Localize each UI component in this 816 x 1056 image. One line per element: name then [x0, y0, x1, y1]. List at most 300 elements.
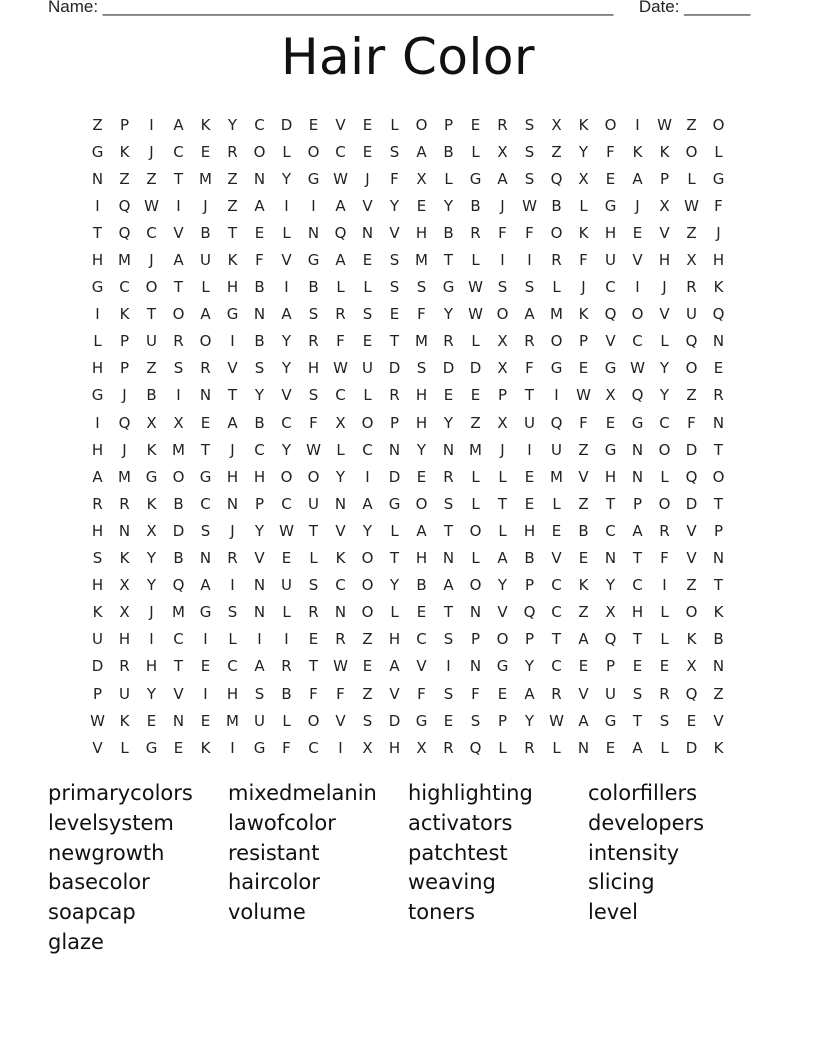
grid-letter[interactable]: G: [91, 142, 104, 161]
grid-letter[interactable]: W: [468, 278, 483, 297]
grid-letter[interactable]: S: [308, 386, 319, 405]
grid-letter[interactable]: Y: [497, 576, 508, 595]
grid-letter[interactable]: W: [684, 196, 699, 215]
grid-letter[interactable]: R: [227, 142, 238, 161]
grid-letter[interactable]: I: [257, 630, 262, 649]
grid-letter[interactable]: E: [470, 115, 481, 134]
grid-letter[interactable]: E: [578, 549, 589, 568]
grid-letter[interactable]: H: [91, 576, 104, 595]
grid-letter[interactable]: L: [498, 738, 507, 757]
grid-letter[interactable]: V: [497, 603, 508, 622]
grid-letter[interactable]: E: [443, 386, 454, 405]
grid-letter[interactable]: P: [524, 576, 535, 595]
grid-letter[interactable]: L: [120, 738, 129, 757]
date-field[interactable]: Date: _______: [638, 0, 751, 16]
grid-letter[interactable]: O: [172, 467, 185, 486]
grid-letter[interactable]: R: [389, 386, 400, 405]
grid-letter[interactable]: E: [416, 603, 427, 622]
grid-letter[interactable]: I: [203, 684, 208, 703]
grid-letter[interactable]: Q: [118, 223, 131, 242]
grid-letter[interactable]: H: [226, 467, 239, 486]
grid-letter[interactable]: B: [416, 576, 427, 595]
grid-letter[interactable]: S: [524, 169, 535, 188]
grid-letter[interactable]: E: [686, 711, 697, 730]
grid-letter[interactable]: K: [686, 630, 697, 649]
grid-letter[interactable]: E: [605, 738, 616, 757]
grid-letter[interactable]: J: [635, 196, 640, 215]
grid-letter[interactable]: I: [527, 440, 532, 459]
grid-letter[interactable]: B: [173, 549, 184, 568]
grid-letter[interactable]: L: [471, 251, 480, 270]
grid-letter[interactable]: C: [146, 223, 157, 242]
grid-letter[interactable]: F: [309, 413, 318, 432]
grid-letter[interactable]: H: [388, 630, 401, 649]
grid-letter[interactable]: F: [525, 359, 534, 378]
grid-letter[interactable]: L: [498, 521, 507, 540]
grid-letter[interactable]: E: [524, 494, 535, 513]
grid-letter[interactable]: Y: [659, 359, 670, 378]
grid-letter[interactable]: H: [226, 278, 239, 297]
grid-letter[interactable]: W: [576, 386, 591, 405]
grid-letter[interactable]: F: [336, 332, 345, 351]
grid-letter[interactable]: V: [659, 223, 670, 242]
grid-letter[interactable]: A: [632, 521, 643, 540]
grid-letter[interactable]: S: [470, 711, 481, 730]
grid-letter[interactable]: R: [119, 657, 130, 676]
grid-letter[interactable]: H: [604, 223, 617, 242]
grid-letter[interactable]: R: [524, 332, 535, 351]
grid-letter[interactable]: N: [577, 738, 590, 757]
grid-letter[interactable]: E: [254, 223, 265, 242]
grid-letter[interactable]: Y: [254, 386, 265, 405]
grid-letter[interactable]: G: [145, 467, 158, 486]
grid-letter[interactable]: A: [254, 657, 265, 676]
grid-letter[interactable]: C: [119, 278, 130, 297]
grid-letter[interactable]: Z: [362, 630, 373, 649]
grid-letter[interactable]: Q: [631, 386, 644, 405]
grid-letter[interactable]: X: [686, 657, 697, 676]
grid-letter[interactable]: A: [632, 738, 643, 757]
grid-letter[interactable]: O: [685, 603, 698, 622]
grid-letter[interactable]: R: [335, 305, 346, 324]
grid-letter[interactable]: Z: [146, 169, 157, 188]
grid-letter[interactable]: D: [442, 359, 455, 378]
grid-letter[interactable]: C: [551, 576, 562, 595]
grid-letter[interactable]: H: [415, 413, 428, 432]
grid-letter[interactable]: W: [306, 440, 321, 459]
grid-letter[interactable]: M: [118, 251, 131, 270]
grid-letter[interactable]: T: [443, 521, 454, 540]
grid-letter[interactable]: L: [390, 603, 399, 622]
grid-letter[interactable]: L: [498, 467, 507, 486]
grid-letter[interactable]: M: [118, 467, 131, 486]
grid-letter[interactable]: L: [282, 711, 291, 730]
grid-letter[interactable]: T: [713, 440, 724, 459]
grid-letter[interactable]: E: [578, 657, 589, 676]
grid-letter[interactable]: S: [92, 549, 103, 568]
grid-letter[interactable]: L: [282, 142, 291, 161]
grid-letter[interactable]: Q: [685, 332, 698, 351]
grid-letter[interactable]: L: [282, 223, 291, 242]
grid-letter[interactable]: C: [200, 494, 211, 513]
grid-letter[interactable]: T: [173, 657, 184, 676]
grid-letter[interactable]: G: [604, 440, 617, 459]
grid-letter[interactable]: L: [660, 738, 669, 757]
grid-letter[interactable]: S: [308, 305, 319, 324]
grid-letter[interactable]: E: [605, 413, 616, 432]
grid-letter[interactable]: R: [524, 738, 535, 757]
grid-letter[interactable]: O: [658, 494, 671, 513]
grid-letter[interactable]: Q: [334, 223, 347, 242]
grid-letter[interactable]: Z: [92, 115, 103, 134]
grid-letter[interactable]: X: [119, 603, 130, 622]
grid-letter[interactable]: D: [685, 494, 698, 513]
grid-letter[interactable]: K: [146, 494, 157, 513]
grid-letter[interactable]: W: [333, 359, 348, 378]
grid-letter[interactable]: L: [687, 169, 696, 188]
grid-letter[interactable]: K: [713, 278, 724, 297]
grid-letter[interactable]: J: [230, 521, 235, 540]
grid-letter[interactable]: G: [415, 711, 428, 730]
grid-letter[interactable]: E: [200, 413, 211, 432]
grid-letter[interactable]: C: [551, 603, 562, 622]
grid-letter[interactable]: A: [173, 251, 184, 270]
grid-letter[interactable]: K: [119, 305, 130, 324]
grid-letter[interactable]: M: [172, 440, 185, 459]
grid-letter[interactable]: S: [524, 278, 535, 297]
grid-letter[interactable]: P: [443, 115, 454, 134]
grid-letter[interactable]: K: [119, 142, 130, 161]
grid-letter[interactable]: Y: [605, 576, 616, 595]
grid-letter[interactable]: K: [119, 711, 130, 730]
grid-letter[interactable]: E: [308, 115, 319, 134]
grid-letter[interactable]: Z: [470, 413, 481, 432]
grid-letter[interactable]: V: [578, 684, 589, 703]
grid-letter[interactable]: I: [635, 278, 640, 297]
grid-letter[interactable]: B: [146, 386, 157, 405]
grid-letter[interactable]: R: [281, 657, 292, 676]
grid-letter[interactable]: F: [579, 251, 588, 270]
grid-letter[interactable]: E: [416, 467, 427, 486]
grid-letter[interactable]: B: [470, 196, 481, 215]
grid-letter[interactable]: X: [416, 738, 427, 757]
grid-letter[interactable]: B: [254, 332, 265, 351]
grid-letter[interactable]: U: [200, 251, 211, 270]
grid-letter[interactable]: L: [201, 278, 210, 297]
grid-letter[interactable]: I: [446, 657, 451, 676]
grid-letter[interactable]: J: [662, 278, 667, 297]
grid-letter[interactable]: S: [173, 359, 184, 378]
grid-letter[interactable]: J: [149, 251, 154, 270]
grid-letter[interactable]: I: [176, 196, 181, 215]
grid-letter[interactable]: Y: [524, 711, 535, 730]
grid-letter[interactable]: I: [365, 467, 370, 486]
grid-letter[interactable]: N: [712, 413, 725, 432]
grid-letter[interactable]: V: [335, 115, 346, 134]
grid-letter[interactable]: P: [470, 630, 481, 649]
grid-letter[interactable]: N: [253, 576, 266, 595]
grid-letter[interactable]: F: [471, 684, 480, 703]
grid-letter[interactable]: T: [497, 494, 508, 513]
grid-letter[interactable]: L: [471, 494, 480, 513]
grid-letter[interactable]: E: [659, 657, 670, 676]
grid-letter[interactable]: K: [335, 549, 346, 568]
grid-letter[interactable]: J: [230, 440, 235, 459]
grid-letter[interactable]: P: [524, 630, 535, 649]
name-field[interactable]: Name: ______________________________________________________: [48, 0, 614, 16]
grid-letter[interactable]: K: [578, 115, 589, 134]
grid-letter[interactable]: C: [335, 386, 346, 405]
grid-letter[interactable]: X: [497, 359, 508, 378]
grid-letter[interactable]: A: [173, 115, 184, 134]
grid-letter[interactable]: B: [551, 196, 562, 215]
grid-letter[interactable]: R: [713, 386, 724, 405]
grid-letter[interactable]: H: [658, 251, 671, 270]
grid-letter[interactable]: E: [416, 196, 427, 215]
grid-letter[interactable]: Y: [146, 576, 157, 595]
grid-letter[interactable]: K: [632, 142, 643, 161]
grid-letter[interactable]: G: [604, 196, 617, 215]
grid-letter[interactable]: T: [92, 223, 103, 242]
grid-letter[interactable]: Z: [551, 142, 562, 161]
grid-letter[interactable]: N: [199, 386, 212, 405]
grid-letter[interactable]: V: [281, 386, 292, 405]
grid-letter[interactable]: W: [549, 711, 564, 730]
grid-letter[interactable]: C: [308, 738, 319, 757]
grid-letter[interactable]: P: [578, 332, 589, 351]
grid-letter[interactable]: K: [659, 142, 670, 161]
grid-letter[interactable]: O: [496, 630, 509, 649]
grid-letter[interactable]: N: [199, 549, 212, 568]
grid-letter[interactable]: A: [200, 576, 211, 595]
grid-letter[interactable]: H: [604, 467, 617, 486]
grid-letter[interactable]: T: [200, 440, 211, 459]
grid-letter[interactable]: T: [389, 549, 400, 568]
grid-letter[interactable]: E: [470, 386, 481, 405]
grid-letter[interactable]: I: [95, 413, 100, 432]
grid-letter[interactable]: W: [522, 196, 537, 215]
grid-letter[interactable]: G: [442, 278, 455, 297]
grid-letter[interactable]: K: [92, 603, 103, 622]
grid-letter[interactable]: L: [714, 142, 723, 161]
grid-letter[interactable]: O: [253, 142, 266, 161]
grid-letter[interactable]: T: [713, 576, 724, 595]
grid-letter[interactable]: O: [361, 549, 374, 568]
grid-letter[interactable]: H: [91, 440, 104, 459]
grid-letter[interactable]: P: [119, 332, 130, 351]
grid-letter[interactable]: X: [173, 413, 184, 432]
grid-letter[interactable]: T: [632, 630, 643, 649]
grid-letter[interactable]: O: [712, 467, 725, 486]
grid-letter[interactable]: S: [254, 359, 265, 378]
grid-letter[interactable]: Y: [281, 169, 292, 188]
grid-letter[interactable]: G: [604, 711, 617, 730]
grid-letter[interactable]: H: [415, 386, 428, 405]
grid-letter[interactable]: Q: [604, 305, 617, 324]
grid-letter[interactable]: P: [254, 494, 265, 513]
grid-letter[interactable]: V: [335, 521, 346, 540]
grid-letter[interactable]: I: [662, 576, 667, 595]
grid-letter[interactable]: H: [415, 549, 428, 568]
grid-letter[interactable]: E: [362, 115, 373, 134]
grid-letter[interactable]: G: [145, 738, 158, 757]
grid-letter[interactable]: L: [471, 549, 480, 568]
grid-letter[interactable]: Y: [443, 196, 454, 215]
grid-letter[interactable]: C: [632, 332, 643, 351]
grid-letter[interactable]: Q: [685, 684, 698, 703]
grid-letter[interactable]: R: [443, 738, 454, 757]
grid-letter[interactable]: L: [552, 494, 561, 513]
grid-letter[interactable]: X: [497, 413, 508, 432]
grid-letter[interactable]: N: [253, 305, 266, 324]
grid-letter[interactable]: K: [200, 115, 211, 134]
grid-letter[interactable]: O: [469, 521, 482, 540]
grid-letter[interactable]: I: [284, 278, 289, 297]
grid-letter[interactable]: H: [226, 684, 239, 703]
grid-letter[interactable]: T: [227, 386, 238, 405]
grid-letter[interactable]: U: [362, 359, 373, 378]
grid-letter[interactable]: Y: [443, 305, 454, 324]
grid-letter[interactable]: N: [712, 549, 725, 568]
grid-letter[interactable]: J: [500, 440, 505, 459]
grid-letter[interactable]: V: [416, 657, 427, 676]
grid-letter[interactable]: D: [685, 440, 698, 459]
grid-letter[interactable]: H: [118, 630, 131, 649]
grid-letter[interactable]: Y: [578, 142, 589, 161]
grid-letter[interactable]: N: [631, 440, 644, 459]
grid-letter[interactable]: S: [416, 359, 427, 378]
grid-letter[interactable]: E: [200, 711, 211, 730]
grid-letter[interactable]: J: [716, 223, 721, 242]
grid-letter[interactable]: L: [552, 278, 561, 297]
grid-letter[interactable]: S: [389, 278, 400, 297]
grid-letter[interactable]: B: [254, 278, 265, 297]
grid-letter[interactable]: E: [713, 359, 724, 378]
grid-letter[interactable]: Z: [686, 386, 697, 405]
grid-letter[interactable]: B: [443, 142, 454, 161]
grid-letter[interactable]: C: [281, 494, 292, 513]
grid-letter[interactable]: H: [631, 603, 644, 622]
grid-letter[interactable]: D: [388, 467, 401, 486]
grid-letter[interactable]: J: [365, 169, 370, 188]
grid-letter[interactable]: Q: [550, 169, 563, 188]
grid-letter[interactable]: Z: [578, 440, 589, 459]
grid-letter[interactable]: Z: [578, 494, 589, 513]
grid-letter[interactable]: L: [471, 142, 480, 161]
grid-letter[interactable]: V: [227, 359, 238, 378]
grid-letter[interactable]: T: [632, 711, 643, 730]
grid-letter[interactable]: K: [227, 251, 238, 270]
grid-letter[interactable]: T: [443, 603, 454, 622]
grid-letter[interactable]: Q: [172, 576, 185, 595]
grid-letter[interactable]: M: [550, 467, 563, 486]
grid-letter[interactable]: L: [390, 115, 399, 134]
grid-letter[interactable]: Z: [227, 169, 238, 188]
grid-letter[interactable]: A: [335, 251, 346, 270]
grid-letter[interactable]: V: [605, 332, 616, 351]
grid-letter[interactable]: J: [500, 196, 505, 215]
grid-letter[interactable]: S: [443, 630, 454, 649]
grid-letter[interactable]: M: [550, 305, 563, 324]
grid-letter[interactable]: E: [362, 251, 373, 270]
grid-letter[interactable]: I: [500, 251, 505, 270]
grid-letter[interactable]: I: [554, 386, 559, 405]
grid-letter[interactable]: U: [92, 630, 103, 649]
grid-letter[interactable]: B: [443, 223, 454, 242]
grid-letter[interactable]: C: [281, 413, 292, 432]
grid-letter[interactable]: S: [524, 115, 535, 134]
grid-letter[interactable]: E: [362, 332, 373, 351]
grid-letter[interactable]: U: [308, 494, 319, 513]
grid-letter[interactable]: F: [282, 738, 291, 757]
grid-letter[interactable]: T: [173, 278, 184, 297]
grid-letter[interactable]: A: [200, 305, 211, 324]
grid-letter[interactable]: K: [713, 603, 724, 622]
grid-letter[interactable]: I: [635, 115, 640, 134]
grid-letter[interactable]: S: [416, 278, 427, 297]
grid-letter[interactable]: G: [550, 359, 563, 378]
grid-letter[interactable]: U: [605, 684, 616, 703]
grid-letter[interactable]: I: [149, 115, 154, 134]
grid-letter[interactable]: A: [227, 413, 238, 432]
grid-letter[interactable]: H: [91, 359, 104, 378]
grid-letter[interactable]: E: [389, 305, 400, 324]
grid-letter[interactable]: X: [416, 169, 427, 188]
grid-letter[interactable]: L: [336, 278, 345, 297]
grid-letter[interactable]: F: [390, 169, 399, 188]
grid-letter[interactable]: N: [118, 521, 131, 540]
grid-letter[interactable]: P: [713, 521, 724, 540]
grid-letter[interactable]: L: [282, 603, 291, 622]
grid-letter[interactable]: Z: [686, 223, 697, 242]
grid-letter[interactable]: O: [415, 494, 428, 513]
grid-letter[interactable]: I: [284, 196, 289, 215]
grid-letter[interactable]: M: [415, 332, 428, 351]
grid-letter[interactable]: N: [712, 657, 725, 676]
grid-letter[interactable]: K: [578, 305, 589, 324]
grid-letter[interactable]: O: [631, 305, 644, 324]
grid-letter[interactable]: W: [657, 115, 672, 134]
grid-letter[interactable]: E: [443, 711, 454, 730]
grid-letter[interactable]: V: [713, 711, 724, 730]
grid-letter[interactable]: D: [172, 521, 185, 540]
grid-letter[interactable]: Y: [281, 440, 292, 459]
grid-letter[interactable]: O: [685, 142, 698, 161]
grid-letter[interactable]: I: [284, 630, 289, 649]
grid-letter[interactable]: O: [604, 115, 617, 134]
grid-letter[interactable]: A: [254, 196, 265, 215]
grid-letter[interactable]: V: [173, 223, 184, 242]
grid-letter[interactable]: E: [146, 711, 157, 730]
grid-letter[interactable]: Y: [362, 521, 373, 540]
grid-letter[interactable]: A: [497, 169, 508, 188]
grid-letter[interactable]: Y: [389, 196, 400, 215]
grid-letter[interactable]: M: [172, 603, 185, 622]
grid-letter[interactable]: H: [307, 359, 320, 378]
grid-letter[interactable]: S: [632, 684, 643, 703]
grid-letter[interactable]: E: [632, 657, 643, 676]
grid-letter[interactable]: V: [389, 684, 400, 703]
grid-letter[interactable]: X: [335, 413, 346, 432]
grid-letter[interactable]: R: [119, 494, 130, 513]
grid-letter[interactable]: M: [415, 251, 428, 270]
grid-letter[interactable]: L: [309, 549, 318, 568]
grid-letter[interactable]: T: [308, 521, 319, 540]
grid-letter[interactable]: F: [417, 684, 426, 703]
grid-letter[interactable]: T: [146, 305, 157, 324]
grid-letter[interactable]: M: [226, 711, 239, 730]
grid-letter[interactable]: F: [606, 142, 615, 161]
